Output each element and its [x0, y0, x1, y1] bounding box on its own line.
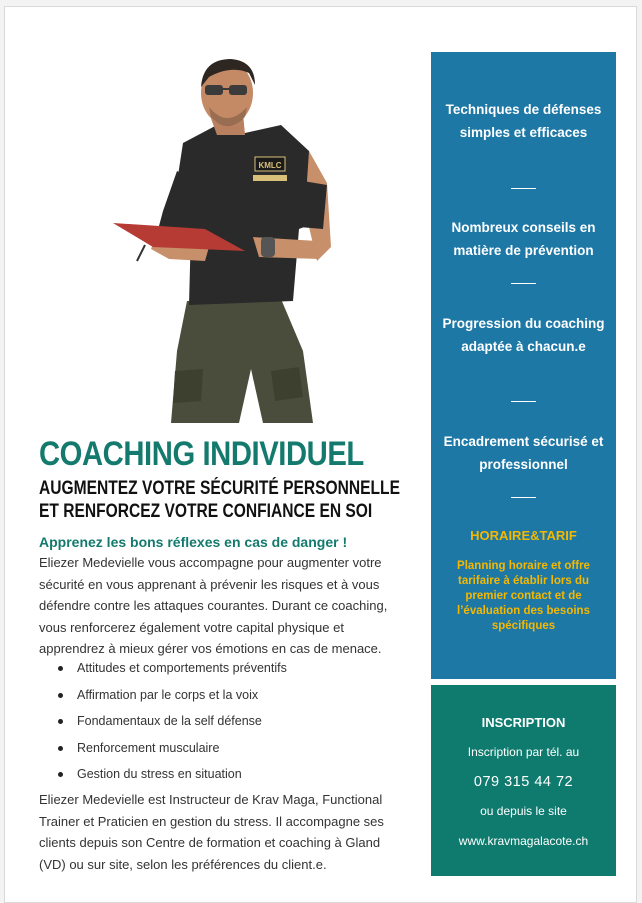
list-item [39, 655, 287, 682]
coach-photo [113, 51, 349, 425]
subtitle-line-1: AUGMENTEZ VOTRE SÉCURITÉ PERSONNELLE [39, 478, 400, 499]
phone-number[interactable]: 079 315 44 72 [473, 774, 574, 790]
feature-divider [511, 188, 536, 189]
list-item-label: Fondamentaux de la self défense [77, 714, 262, 729]
bio-paragraph: Eliezer Medevielle est Instructeur de Krav Maga, Functional Trainer et Praticien en gestion du stress. Il accompagne ses clients depuis son Centre de formation et coaching à Gland (VD) ou sur site, selon les préférences du client.e. [39, 792, 384, 872]
list-item-label: Affirmation par le corps et la voix [77, 687, 259, 702]
feature-item: Nombreux conseils en matière de prévention [451, 220, 596, 258]
subtitle [39, 477, 400, 523]
feature-item: Encadrement sécurisé et professionnel [443, 434, 604, 472]
list-item [39, 682, 287, 709]
feature-divider [511, 283, 536, 284]
subtitle-line-2: ET RENFORCEZ VOTRE CONFIANCE EN SOI [39, 501, 373, 522]
list-item [39, 761, 287, 788]
bullet-icon [58, 666, 63, 671]
flyer-page [4, 6, 637, 903]
horaire-text: Planning horaire et offre tarifaire à établir lors du premier contact et de l’évaluation des besoins spécifiques [457, 560, 590, 632]
bullet-icon [58, 693, 63, 698]
lead-text: Apprenez les bons réflexes en cas de danger ! [39, 534, 348, 550]
inscription-tel-label: Inscription par tél. au [467, 745, 580, 759]
feature-divider [511, 497, 536, 498]
website-link[interactable]: www.kravmagalacote.ch [458, 834, 589, 848]
benefit-list [39, 655, 287, 788]
horaire-title: HORAIRE&TARIF [470, 528, 577, 543]
bullet-icon [58, 719, 63, 724]
inscription-panel [431, 685, 616, 876]
bullet-icon [58, 772, 63, 777]
feature-item: Techniques de défenses simples et efficaces [445, 102, 602, 140]
features-panel [431, 52, 616, 679]
list-item-label: Gestion du stress en situation [77, 767, 242, 782]
page-title: COACHING INDIVIDUEL [39, 435, 364, 473]
inscription-site-label: ou depuis le site [480, 804, 567, 818]
inscription-title: INSCRIPTION [481, 715, 566, 730]
intro-paragraph: Eliezer Medevielle vous accompagne pour augmenter votre sécurité en vous apprenant à prévenir les risques et à vous défendre contre les attaques courantes. Durant ce coaching, vous renforcerez également votre capital physique et apprendrez à mieux gérer vos émotions en cas de menace. [39, 555, 388, 656]
feature-divider [511, 401, 536, 402]
list-item-label: Attitudes et comportements préventifs [77, 661, 287, 675]
feature-item: Progression du coaching adaptée à chacun.e [442, 316, 605, 354]
shirt-logo-text: KMLC [258, 161, 282, 170]
list-item-label: Renforcement musculaire [77, 740, 220, 755]
list-item [39, 735, 287, 762]
list-item [39, 708, 287, 735]
bullet-icon [58, 746, 63, 751]
